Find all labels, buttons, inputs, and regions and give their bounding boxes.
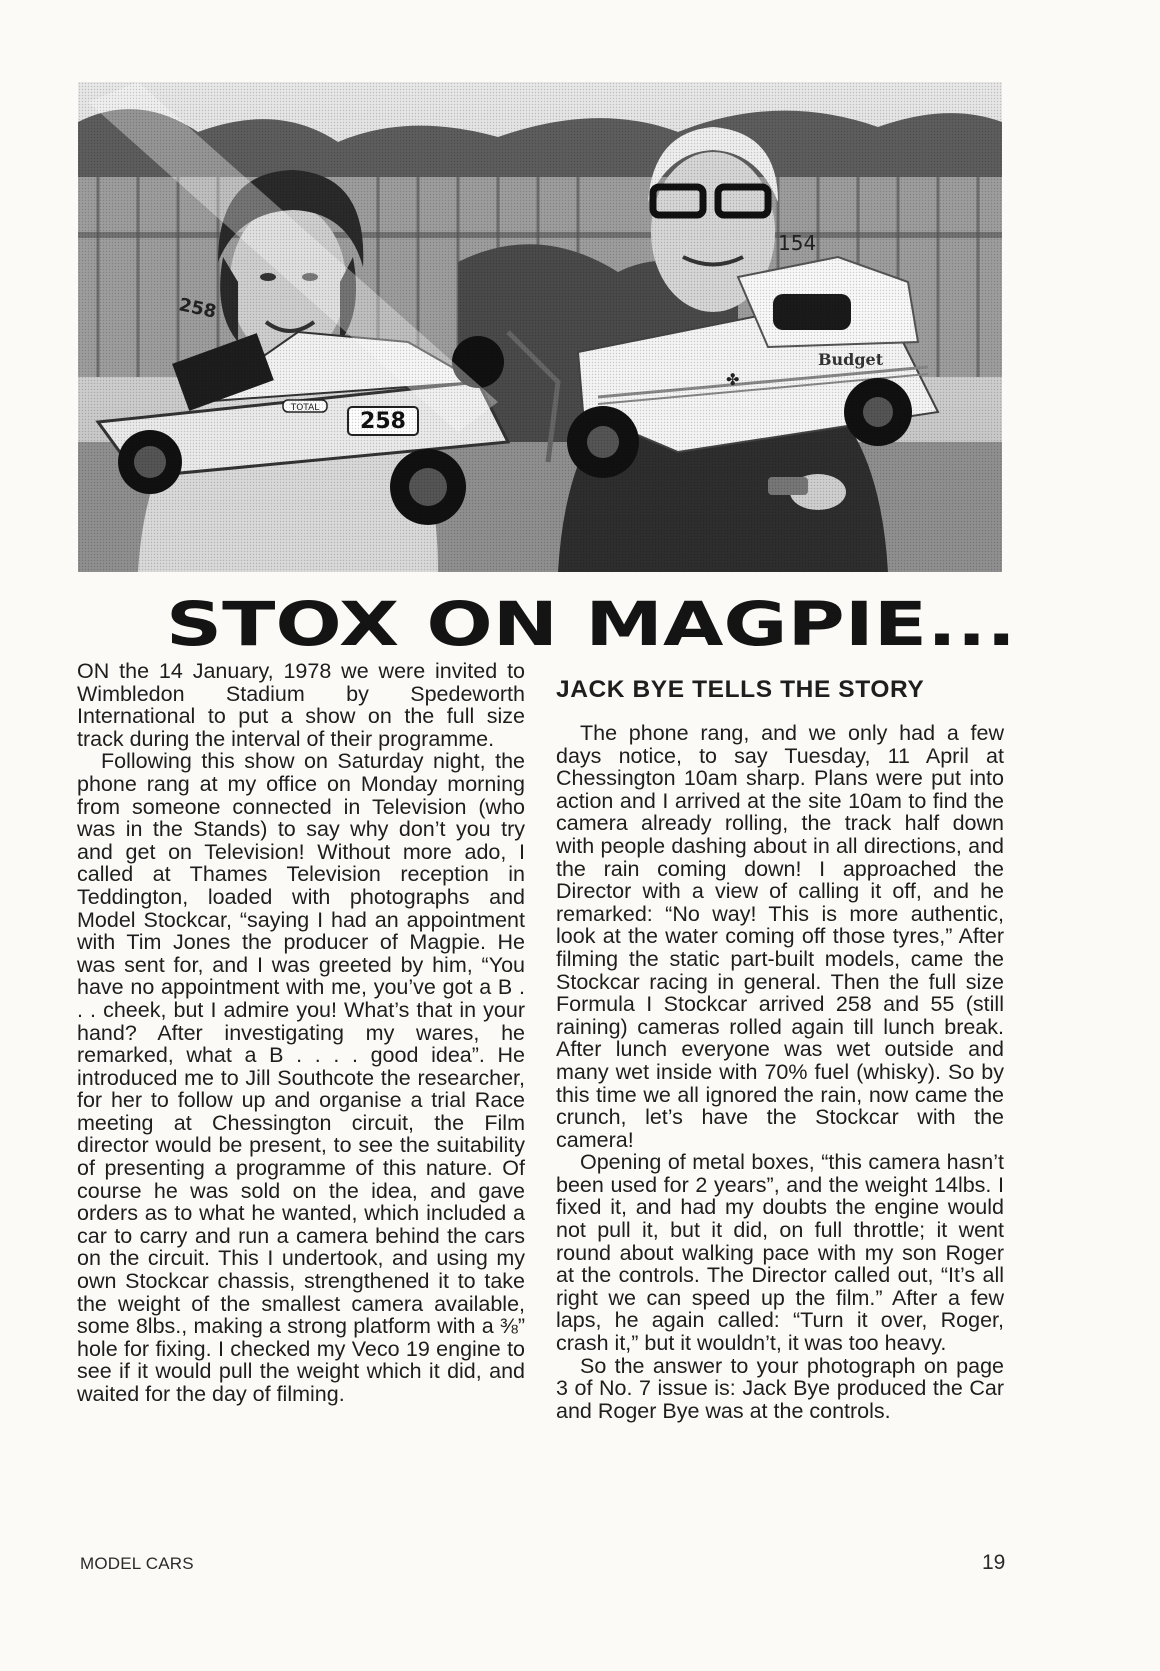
right-paragraph-1: The phone rang, and we only had a few days notice, to say Tuesday, 11 April at Chessington 10am sharp. Plans were put into action and I arrived at the site 10am to find the camera already rolling, the track half down with people dashing about in all directions, and the rain coming down! I approached the Director with a view of calling it off, and he remarked: “No way! This is more authentic, look at the water coming off those tyres,” After filming the static part-built models, came the Stockcar racing in general. Then the full size Formula I Stockcar arrived 258 and 55 (still raining) cameras rolled again till lunch break. After lunch everyone was wet outside and many wet inside with 70% fuel (whisky). So by this time we all ignored the rain, now came the crunch, let’s have the Stockcar with the camera! (556, 721, 1004, 1152)
publication-name: MODEL CARS (80, 1554, 194, 1573)
left-paragraph-1: ON the 14 January, 1978 we were invited to Wimbledon Stadium by Spedeworth International to put a show on the full size track during the interval of their programme. (77, 659, 525, 751)
page-number: 19 (982, 1551, 1006, 1574)
article-photo (78, 82, 1002, 572)
right-paragraph-3: So the answer to your photograph on page 3 of No. 7 issue is: Jack Bye produced the Car and Roger Bye was at the controls. (556, 1353, 1004, 1423)
photo-illustration (78, 82, 1002, 572)
left-column (77, 660, 525, 1406)
article-headline: STOX ON MAGPIE... (165, 589, 1017, 661)
photo-halftone (78, 82, 1002, 572)
left-paragraph-2: Following this show on Saturday night, the phone rang at my office on Monday morning from someone connected in Television (who was in the Stands) to say why don’t you try and get on Television! Without more ado, I called at Thames Television reception in Teddington, loaded with photographs and Model Stockcar, “saying I had an appointment with Tim Jones the producer of Magpie. He was sent for, and I was greeted by him, “You have no appointment with me, you’ve got a B . . . cheek, but I admire you! What’s that in your hand? After investigating my wares, he remarked, what a B . . . . good idea”. He introduced me to Jill Southcote the researcher, for her to follow up and organise a trial Race meeting at Chessington circuit, the Film director would be present, to see the suitability of presenting a programme of this nature. Of course he was sold on the idea, and gave orders as to what he wanted, which included a car to carry and run a camera behind the cars on the circuit. This I undertook, and using my own Stockcar chassis, strengthened it to take the weight of the smallest camera available, some 8lbs., making a strong platform with a ⅜” hole for fixing. I checked my Veco 19 engine to see if it would pull the weight which it did, and waited for the day of filming. (77, 749, 525, 1406)
right-column (556, 676, 1004, 1422)
right-paragraph-2: Opening of metal boxes, “this camera hasn’t been used for 2 years”, and the weight 14lbs. I fixed it, and had my doubts the engine would not pull it, but it did, on full throttle; it went round about walking pace with my son Roger at the controls. The Director called out, “It’s all right we can speed up the film.” After a few laps, he again called: “Turn it over, Roger, crash it,” but it wouldn’t, it was too heavy. (556, 1150, 1004, 1356)
article-subheading: JACK BYE TELLS THE STORY (556, 676, 925, 703)
